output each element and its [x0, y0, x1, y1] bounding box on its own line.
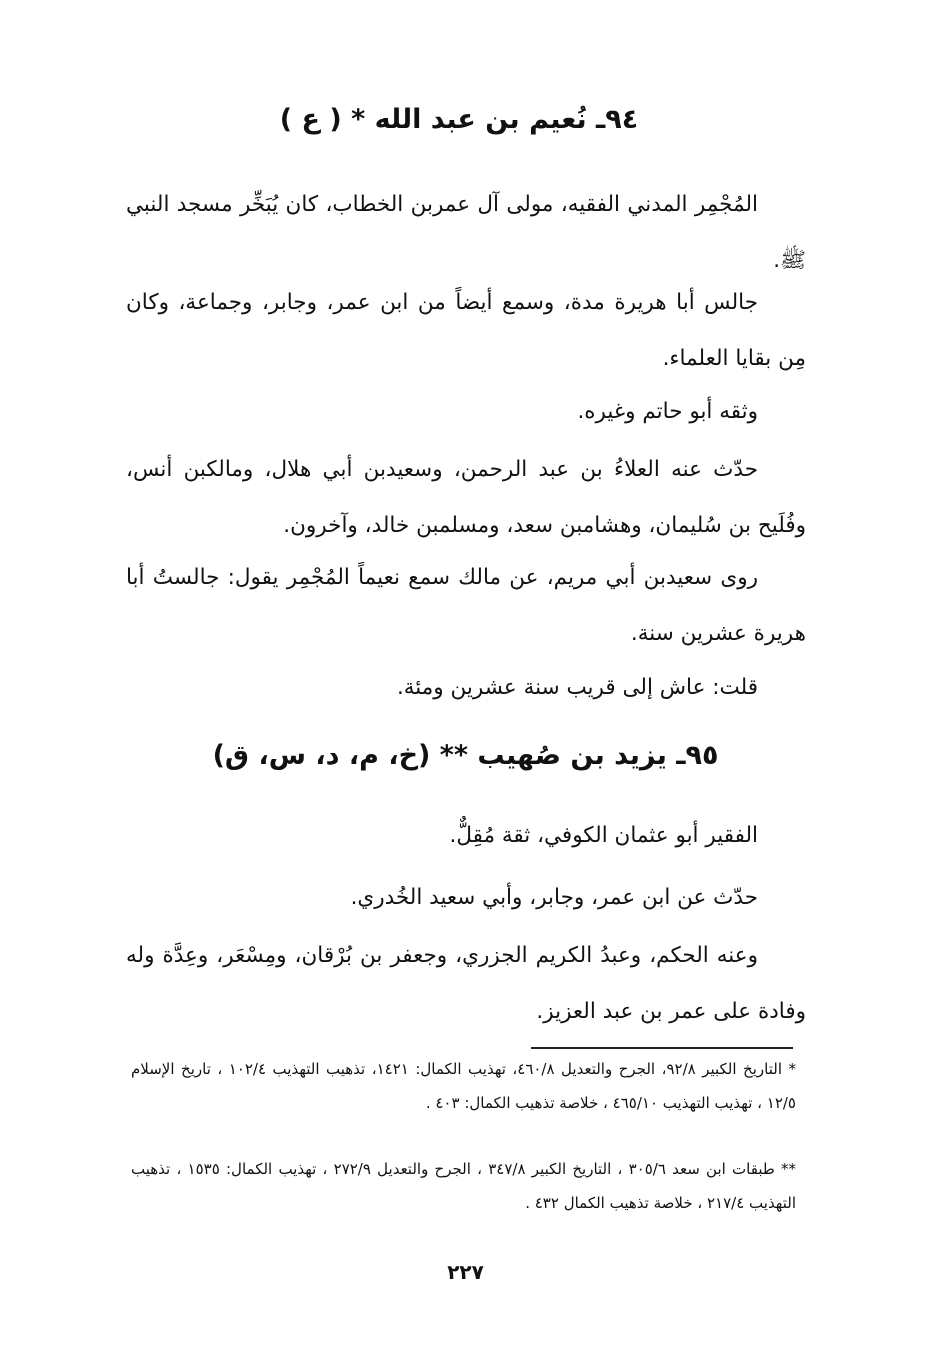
footnote-separator	[531, 1047, 793, 1049]
entry-94-heading: ٩٤ـ نُعيم بن عبد الله * ( ع )	[279, 104, 639, 135]
entry-95-paragraph-1: الفقير أبو عثمان الكوفي، ثقة مُقِلٌّ.	[449, 823, 758, 848]
entry-95-heading: ٩٥ـ يزيد بن صُهيب ** (خ، م، د، س، ق)	[212, 740, 719, 771]
footnote-2: ** طبقات ابن سعد ٣٠٥/٦ ، التاريخ الكبير ٣٤٧/٨ ، الجرح والتعديل ٢٧٢/٩ ، تهذيب الكمال: ١٥٣٥ ، تذهيب التهذيب ٢١٧/٤ ، خلاصة تذهيب الكمال ٤٣٢ .	[131, 1160, 797, 1212]
entry-94-paragraph-4: حدّث عنه العلاءُ بن عبد الرحمن، وسعيدبن أبي هلال، ومالكبن أنس، وفُلَيح بن سُليمان، وهشامبن سعد، ومسلمبن خالد، وآخرون.	[126, 457, 806, 538]
footnote-1: * التاريخ الكبير ٩٢/٨، الجرح والتعديل ٤٦٠/٨، تهذيب الكمال: ١٤٢١، تذهيب التهذيب ١٠٢/٤ ، تاريخ الإسلام ١٢/٥ ، تهذيب التهذيب ٤٦٥/١٠ ، خلاصة تذهيب الكمال: ٤٠٣ .	[131, 1060, 796, 1112]
page-number: ٢٢٧	[447, 1260, 484, 1284]
entry-95-paragraph-3: وعنه الحكم، وعبدُ الكريم الجزري، وجعفر بن بُرْقان، ومِسْعَر، وعِدَّة وله وفادة على عمر بن عبد العزيز.	[126, 943, 806, 1024]
entry-94-paragraph-3: وثقه أبو حاتم وغيره.	[577, 399, 758, 424]
entry-94-paragraph-1: المُجْمِر المدني الفقيه، مولى آل عمربن الخطاب، كان يُبَخِّر مسجد النبي ﷺ.	[126, 192, 806, 273]
entry-94-paragraph-2: جالس أبا هريرة مدة، وسمع أيضاً من ابن عمر، وجابر، وجماعة، وكان مِن بقايا العلماء.	[126, 290, 806, 371]
entry-94-paragraph-5: روى سعيدبن أبي مريم، عن مالك سمع نعيماً المُجْمِر يقول: جالستُ أبا هريرة عشرين سنة.	[126, 565, 806, 646]
entry-95-paragraph-2: حدّث عن ابن عمر، وجابر، وأبي سعيد الخُدري.	[350, 885, 758, 910]
entry-94-paragraph-6: قلت: عاش إلى قريب سنة عشرين ومئة.	[396, 675, 758, 700]
